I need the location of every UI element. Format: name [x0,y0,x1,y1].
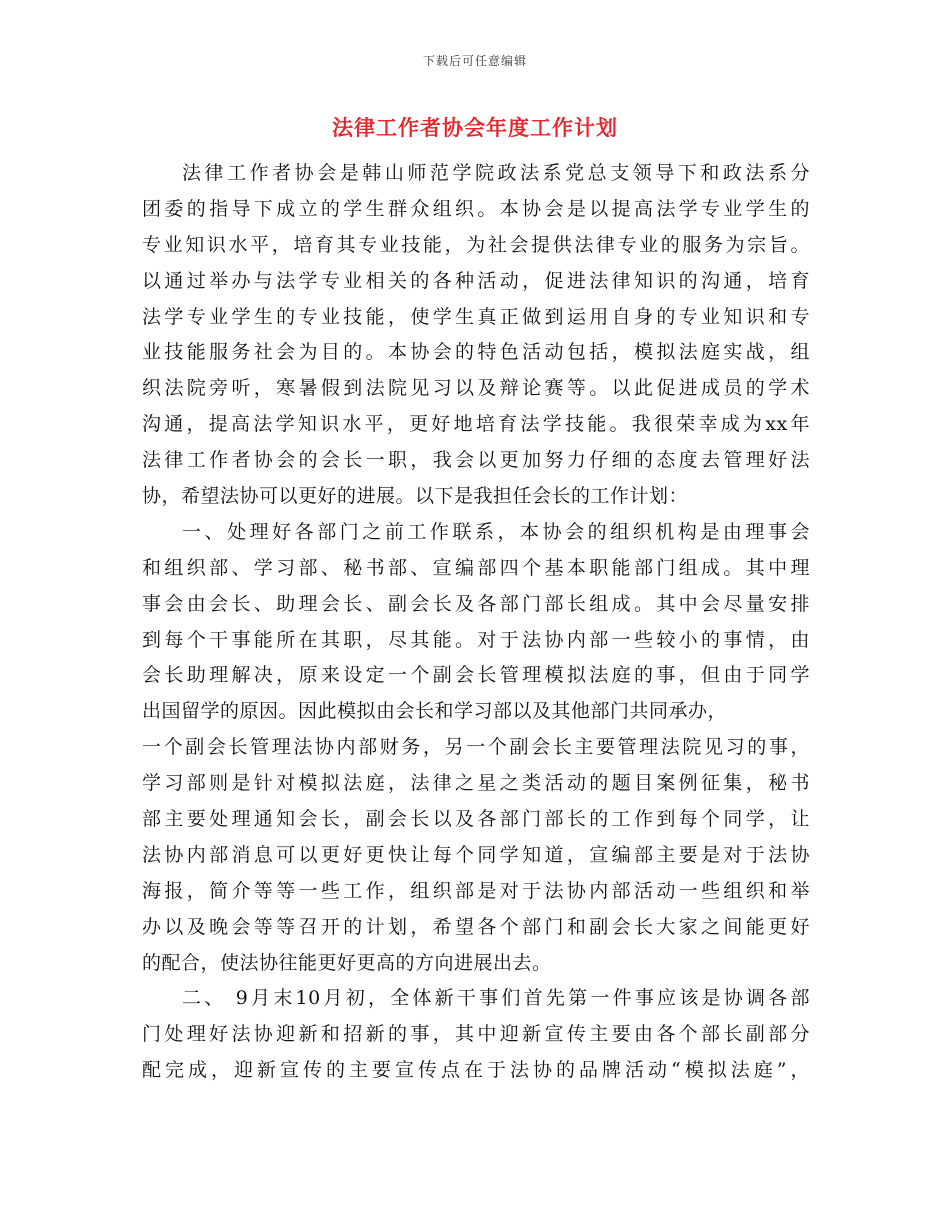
paragraph-two-line: 二、 9月末10月初，全体新干事们首先第一件事应该是协调各部 [182,987,810,1010]
paragraph-intro-line: 法律工作者协会是韩山师范学院政法系党总支领导下和政法系分 [182,162,810,184]
paragraph-one-line: 法协内部消息可以更好更快让每个同学知道，宣编部主要是对于法协 [142,843,810,866]
paragraph-one-line: 到每个干事能所在其职，尽其能。对于法协内部一些较小的事情，由 [142,628,810,651]
paragraph-one-line: 一个副会长管理法协内部财务，另一个副会长主要管理法院见习的事， [142,736,810,759]
paragraph-intro-line: 协，希望法协可以更好的进展。以下是我担任会长的工作计划： [142,485,689,508]
paragraph-one-line: 海报，简介等等一些工作，组织部是对于法协内部活动一些组织和举 [142,879,810,902]
paragraph-one-line: 的配合，使法协往能更好更高的方向进展出去。 [142,951,552,974]
paragraph-intro-line: 织法院旁听，寒暑假到法院见习以及辩论赛等。以此促进成员的学术 [142,377,810,400]
paragraph-intro-line: 法学专业学生的专业技能，使学生真正做到运用自身的专业知识和专 [142,305,810,328]
paragraph-intro-line: 以通过举办与法学专业相关的各种活动，促进法律知识的沟通，培育 [142,269,810,292]
paragraph-one-line: 会长助理解决，原来设定一个副会长管理模拟法庭的事，但由于同学 [142,664,810,687]
paragraph-intro-line: 业技能服务社会为目的。本协会的特色活动包括，模拟法庭实战，组 [142,341,810,364]
document-title: 法律工作者协会年度工作计划 [332,115,618,140]
paragraph-one-line: 一、处理好各部门之前工作联系，本协会的组织机构是由理事会 [182,520,810,543]
document-body [142,156,810,1089]
page-header: 下载后可任意编辑 [422,54,527,68]
paragraph-intro-line: 法律工作者协会的会长一职，我会以更加努力仔细的态度去管理好法 [142,449,810,472]
paragraph-one-line: 事会由会长、助理会长、副会长及各部门部长组成。其中会尽量安排 [142,592,810,615]
paragraph-intro-line: 团委的指导下成立的学生群众组织。本协会是以提高法学专业学生的 [142,197,810,220]
paragraph-intro-line: 专业知识水平，培育其专业技能，为社会提供法律专业的服务为宗旨。 [142,233,810,256]
paragraph-intro-line: 沟通，提高法学知识水平，更好地培育法学技能。我很荣幸成为xx年 [142,413,810,436]
paragraph-one-line: 和组织部、学习部、秘书部、宣编部四个基本职能部门组成。其中理 [142,556,810,579]
paragraph-two-line: 门处理好法协迎新和招新的事，其中迎新宣传主要由各个部长副部分 [142,1023,810,1046]
paragraph-one-line: 办以及晚会等等召开的计划，希望各个部门和副会长大家之间能更好 [142,915,810,938]
paragraph-one-line: 学习部则是针对模拟法庭，法律之星之类活动的题目案例征集，秘书 [142,772,810,795]
paragraph-one-line: 出国留学的原因。因此模拟由会长和学习部以及其他部门共同承办， [142,700,728,723]
paragraph-two-line: 配完成，迎新宣传的主要宣传点在于法协的品牌活动“模拟法庭”， [142,1059,810,1082]
paragraph-one-line: 部主要处理通知会长，副会长以及各部门部长的工作到每个同学，让 [142,808,810,831]
